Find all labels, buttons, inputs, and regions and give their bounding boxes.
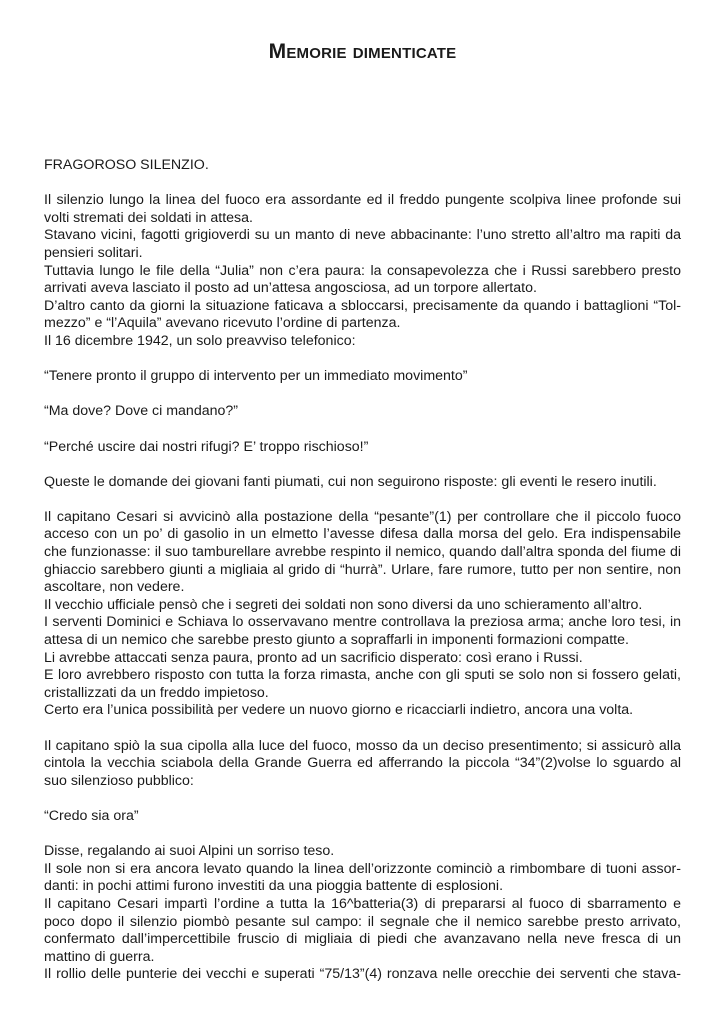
paragraph: I serventi Dominici e Schiava lo osservavano mentre controllava la preziosa arma; anche loro tesi, in attesa di un nemico che sarebbe presto giunto a sopraffarli in imponenti formazioni compatte. bbox=[44, 614, 681, 649]
paragraph: Il vecchio ufficiale pensò che i segreti dei soldati non sono diversi da uno schieramento all’altro. bbox=[44, 596, 643, 613]
paragraph-gap bbox=[44, 175, 681, 193]
paragraph: Il rollio delle punterie dei vecchi e superati “75/13”(4) ronzava nelle orecchie dei serventi che stava- bbox=[44, 966, 681, 983]
paragraph: Il capitano spiò la sua cipolla alla luce del fuoco, mosso da un deciso presentimento; si assicurò alla cintola la vecchia sciabola della Grande Guerra ed afferrando la piccola “34”(2)volse lo sguardo al suo silenzioso pubblico: bbox=[44, 737, 681, 789]
paragraph: Il 16 dicembre 1942, un solo preavviso telefonico: bbox=[44, 332, 356, 349]
paragraph: “Perché uscire dai nostri rifugi? E’ troppo rischioso!” bbox=[44, 438, 369, 455]
paragraph-gap bbox=[44, 456, 681, 474]
paragraph-gap bbox=[44, 351, 681, 369]
paragraph: D’altro canto da giorni la situazione faticava a sbloccarsi, precisamente da quando i battaglioni “Tol-mezzo” e “l’Aquila” avevano ricevuto l’ordine di partenza. bbox=[44, 297, 681, 332]
paragraph-gap bbox=[44, 720, 681, 738]
document-title: Memorie dimenticate bbox=[268, 40, 457, 63]
paragraph: “Tenere pronto il gruppo di intervento per un immediato movimento” bbox=[44, 368, 468, 385]
paragraph-gap bbox=[44, 386, 681, 404]
section-heading: FRAGOROSO SILENZIO. bbox=[44, 157, 209, 173]
document-page bbox=[44, 0, 681, 984]
document-body bbox=[44, 157, 681, 984]
paragraph: “Ma dove? Dove ci mandano?” bbox=[44, 403, 238, 420]
paragraph: Il capitano Cesari impartì l’ordine a tutta la 16^batteria(3) di prepararsi al fuoco di sbarramento e poco dopo il silenzio piombò pesante sul campo: il segnale che il nemico sarebbe presto arrivato, confermato dall’impercettibile fruscio di migliaia di piedi che avanzavano nella neve fresca di un mattino di guerra. bbox=[44, 895, 681, 965]
paragraph-gap bbox=[44, 826, 681, 844]
paragraph: Stavano vicini, fagotti grigioverdi su un manto di neve abbacinante: l’uno stretto all’altro ma rapiti da pensieri solitari. bbox=[44, 227, 681, 261]
paragraph-gap bbox=[44, 790, 681, 808]
paragraph: Il capitano Cesari si avvicinò alla postazione della “pesante”(1) per controllare che il piccolo fuoco acceso con un po’ di gasolio in un elmetto l’avesse difesa dalla morsa del gelo. Era indispensabile che funzionasse: il suo tamburellare avrebbe respinto il nemico, quando dall’altra sponda del fiume di ghiaccio sarebbero giunti a migliaia al grido di “hurrà”. Urlare, fare rumore, tutto per non sentire, non ascoltare, non vedere. bbox=[44, 508, 681, 596]
paragraph: Disse, regalando ai suoi Alpini un sorriso teso. bbox=[44, 843, 335, 860]
paragraph: Li avrebbe attaccati senza paura, pronto ad un sacrificio disperato: così erano i Russi. bbox=[44, 649, 583, 666]
paragraph-gap bbox=[44, 491, 681, 509]
paragraph: Il sole non si era ancora levato quando la linea dell’orizzonte cominciò a rimbombare di tuoni assor-danti: in pochi attimi furono investiti da una pioggia battente di esplosioni. bbox=[44, 860, 681, 895]
paragraph-gap bbox=[44, 421, 681, 439]
paragraph: Queste le domande dei giovani fanti piumati, cui non seguirono risposte: gli eventi le resero inutili. bbox=[44, 473, 657, 490]
paragraph: E loro avrebbero risposto con tutta la forza rimasta, anche con gli sputi se solo non si fossero gelati, cristallizzati da un freddo impietoso. bbox=[44, 667, 681, 701]
paragraph: “Credo sia ora” bbox=[44, 807, 139, 824]
paragraph: Il silenzio lungo la linea del fuoco era assordante ed il freddo pungente scolpiva linee profonde sui volti stremati dei soldati in attesa. bbox=[44, 192, 681, 226]
paragraph: Certo era l’unica possibilità per vedere un nuovo giorno e ricacciarli indietro, ancora una volta. bbox=[44, 702, 634, 719]
paragraph: Tuttavia lungo le file della “Julia” non c’era paura: la consapevolezza che i Russi sarebbero presto arrivati aveva lasciato il posto ad un’attesa angosciosa, ad un torpore allertato. bbox=[44, 262, 681, 297]
